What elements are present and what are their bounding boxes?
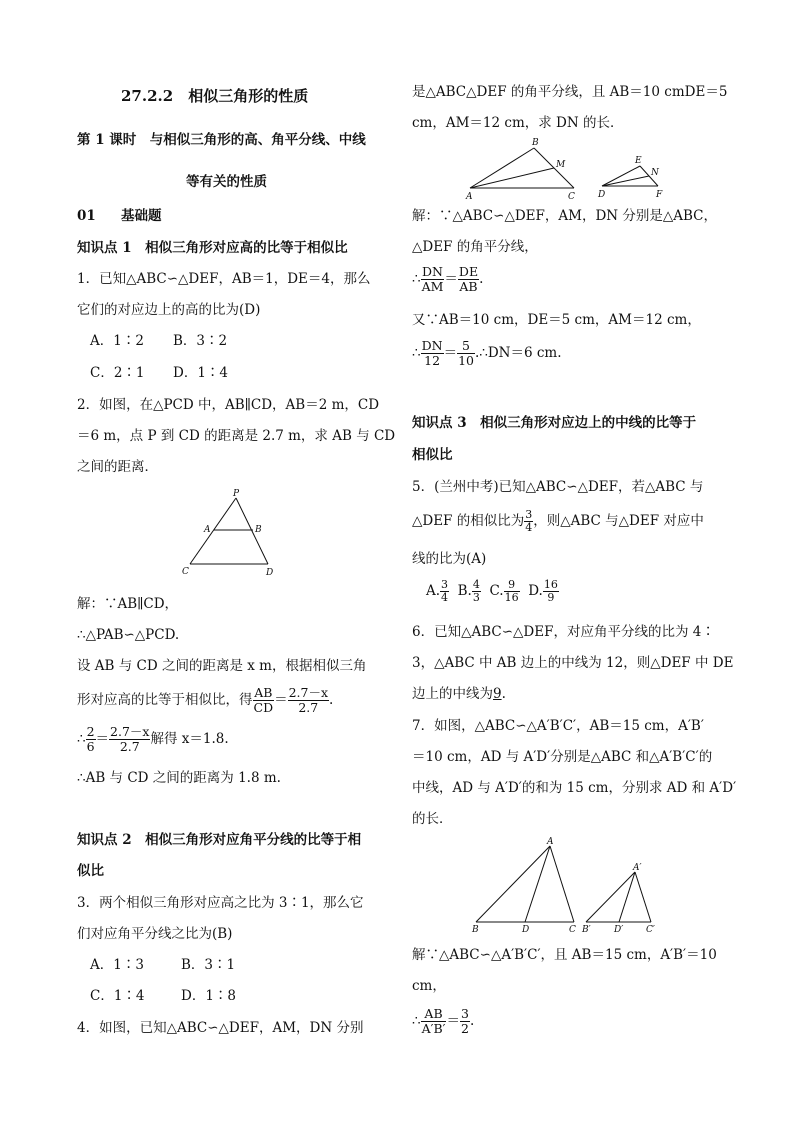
q7-fig-label-b-prime: B′ — [582, 925, 591, 935]
q5-option-d: D. $\frac{16}{9}$ — [528, 578, 558, 604]
q5-option-a: A. $\frac{3}{4}$ — [426, 578, 449, 604]
page-title: 27.2.2 相似三角形的性质 — [121, 87, 309, 105]
q7-fig-label-d: D — [522, 925, 530, 935]
q4-fig-label-n: N — [651, 168, 659, 178]
knowledge-point-3-cont: 相似比 — [412, 447, 453, 463]
q3-text-cont: 们对应角平分线之比为(B) — [77, 926, 233, 942]
q7-text: 7．如图，△ABC∽△A′B′C′，AB＝15 cm，A′B′ — [412, 718, 704, 734]
knowledge-point-2-cont: 似比 — [77, 863, 104, 879]
q7-solution-1: 解∵△ABC∽△A′B′C′，且 AB＝15 cm，A′B′＝10 — [412, 947, 717, 963]
q2-sol4-text: 形对应高的比等于相似比，得 — [77, 692, 253, 708]
q4-fig-label-c: C — [568, 192, 575, 202]
fraction-2-6: $\frac{2}{6}$ — [86, 724, 95, 754]
knowledge-point-3: 知识点 3 相似三角形对应边上的中线的比等于 — [412, 415, 697, 431]
q1-text: 1．已知△ABC∽△DEF，AB＝1，DE＝4，那么 — [77, 271, 371, 287]
q1-option-b: B．3∶2 — [173, 333, 228, 349]
fraction-dn-12: $\frac{DN}{12}$ — [421, 338, 443, 368]
q1-option-c: C．2∶1 — [90, 365, 145, 381]
fraction-ab-a2b2: $\frac{AB}{A'B'}$ — [421, 1006, 446, 1036]
q4-fig-label-d: D — [598, 190, 606, 200]
q3-text: 3．两个相似三角形对应高之比为 3∶1，那么它 — [77, 895, 364, 911]
q2-solution-3: 设 AB 与 CD 之间的距离是 x m，根据相似三角 — [77, 658, 367, 674]
q7-text-cont3: 的长． — [412, 811, 453, 827]
q4-fig-label-b: B — [532, 138, 539, 148]
q2-fig-label-d: D — [266, 568, 274, 578]
q2-fig-label-p: P — [233, 489, 240, 499]
fraction-dn-am: $\frac{DN}{AM}$ — [421, 264, 444, 294]
q6-answer: 9 — [493, 686, 502, 702]
q4-fig-label-e: E — [635, 156, 642, 166]
q1-option-d: D．1∶4 — [173, 365, 229, 381]
q5-text: 5．(兰州中考)已知△ABC∽△DEF，若△ABC 与 — [412, 479, 704, 495]
q2-text-cont2: 之间的距离． — [77, 459, 158, 475]
fraction-27x-27: $\frac{2.7-x}{2.7}$ — [288, 685, 329, 715]
q5-text-cont2: 线的比为(A) — [412, 551, 487, 567]
q2-text: 2．如图，在△PCD 中，AB∥CD，AB＝2 m，CD — [77, 397, 380, 413]
q5-options — [426, 574, 559, 608]
knowledge-point-2: 知识点 2 相似三角形对应角平分线的比等于相 — [77, 832, 362, 848]
q7-solution-2: cm， — [412, 978, 446, 994]
q7-triangles-figure — [468, 836, 668, 936]
q2-solution-1: 解：∵AB∥CD， — [77, 596, 179, 612]
q4-solution-3: ∴ $\frac{DN}{AM}$ ＝ $\frac{DE}{AB}$ . — [412, 264, 484, 294]
q4-triangles-figure — [462, 136, 684, 204]
q3-option-c: C．1∶4 — [90, 988, 145, 1004]
q4-solution-1: 解：∵△ABC∽△DEF，AM，DN 分别是△ABC， — [412, 208, 718, 224]
q2-fig-label-c: C — [182, 567, 189, 577]
q3-option-d: D．1∶8 — [181, 988, 237, 1004]
lesson-subtitle-cont: 等有关的性质 — [186, 174, 267, 190]
q2-triangle-figure — [178, 488, 288, 580]
section-name: 基础题 — [121, 208, 162, 224]
fraction-5-10: $\frac{5}{10}$ — [458, 338, 474, 368]
q2-fig-label-a: A — [204, 525, 211, 535]
q2-solution-2: ∴△PAB∽△PCD. — [77, 627, 180, 643]
fraction-ab-cd: $\frac{AB}{CD}$ — [253, 685, 274, 715]
q7-fig-label-b: B — [472, 925, 479, 935]
fraction-3-4: $\frac{3}{4}$ — [525, 508, 533, 534]
lesson-subtitle: 第 1 课时 与相似三角形的高、角平分线、中线 — [77, 132, 366, 148]
q6-text: 6．已知△ABC∽△DEF，对应角平分线的比为 4∶ — [412, 624, 715, 640]
q7-solution-3: ∴ $\frac{AB}{A'B'}$ ＝ $\frac{3}{2}$ . — [412, 1006, 475, 1036]
q7-fig-label-d-prime: D′ — [614, 925, 624, 935]
q2-solution-5: ∴ $\frac{2}{6}$ ＝ $\frac{2.7-x}{2.7}$ 解得 x＝1.8. — [77, 724, 229, 754]
q4-solution-4: 又∵AB＝10 cm，DE＝5 cm，AM＝12 cm， — [412, 312, 701, 328]
q7-fig-label-c: C — [569, 925, 576, 935]
knowledge-point-1: 知识点 1 相似三角形对应高的比等于相似比 — [77, 240, 348, 256]
q4-fig-label-a: A — [466, 192, 473, 202]
q5-text-cont: △DEF 的相似比为 $\frac{3}{4}$ ，则△ABC 与△DEF 对应中 — [412, 508, 704, 534]
q7-text-cont2: 中线，AD 与 A′D′的和为 15 cm，分别求 AD 和 A′D′ — [412, 780, 737, 796]
q4-solution-5: ∴ $\frac{DN}{12}$ ＝ $\frac{5}{10}$ .∴DN＝6 cm. — [412, 338, 562, 368]
fraction-de-ab: $\frac{DE}{AB}$ — [458, 264, 479, 294]
q2-solution-4: 形对应高的比等于相似比，得 $\frac{AB}{CD}$ ＝ $\frac{2.7-x}{2.7}$ . — [77, 685, 334, 715]
q7-fig-label-c-prime: C′ — [646, 925, 655, 935]
section-number: 01 — [77, 208, 96, 224]
fraction-27x-27-b: $\frac{2.7-x}{2.7}$ — [110, 724, 150, 754]
q4-fig-label-f: F — [656, 190, 663, 200]
q4-text-cont2: cm，AM＝12 cm，求 DN 的长． — [412, 115, 624, 131]
q2-fig-label-b: B — [255, 525, 262, 535]
q2-solution-6: ∴AB 与 CD 之间的距离为 1.8 m. — [77, 770, 281, 786]
q1-option-a: A．1∶2 — [90, 333, 144, 349]
q6-text-cont: 3，△ABC 中 AB 边上的中线为 12，则△DEF 中 DE — [412, 655, 734, 671]
q5-option-c: C. $\frac{9}{16}$ — [489, 578, 519, 604]
q4-solution-2: △DEF 的角平分线， — [412, 239, 538, 255]
q4-fig-label-m: M — [556, 160, 566, 170]
q5-option-b: B. $\frac{4}{3}$ — [457, 578, 480, 604]
q4-text-cont: 是△ABC△DEF 的角平分线，且 AB＝10 cmDE＝5 — [412, 84, 728, 100]
q7-text-cont: ＝10 cm，AD 与 A′D′分别是△ABC 和△A′B′C′的 — [412, 749, 713, 765]
q4-text: 4．如图，已知△ABC∽△DEF，AM，DN 分别 — [77, 1020, 364, 1036]
q7-fig-label-a-prime: A′ — [633, 863, 642, 873]
q6-text-cont2: 边上的中线为9. — [412, 686, 506, 702]
q7-fig-label-a: A — [547, 837, 554, 847]
q3-option-a: A．1∶3 — [90, 957, 144, 973]
fraction-3-2: $\frac{3}{2}$ — [460, 1006, 469, 1036]
q1-text-cont: 它们的对应边上的高的比为(D) — [77, 302, 261, 318]
q2-text-cont: ＝6 m，点 P 到 CD 的距离是 2.7 m，求 AB 与 CD — [77, 428, 396, 444]
q3-option-b: B．3∶1 — [181, 957, 236, 973]
